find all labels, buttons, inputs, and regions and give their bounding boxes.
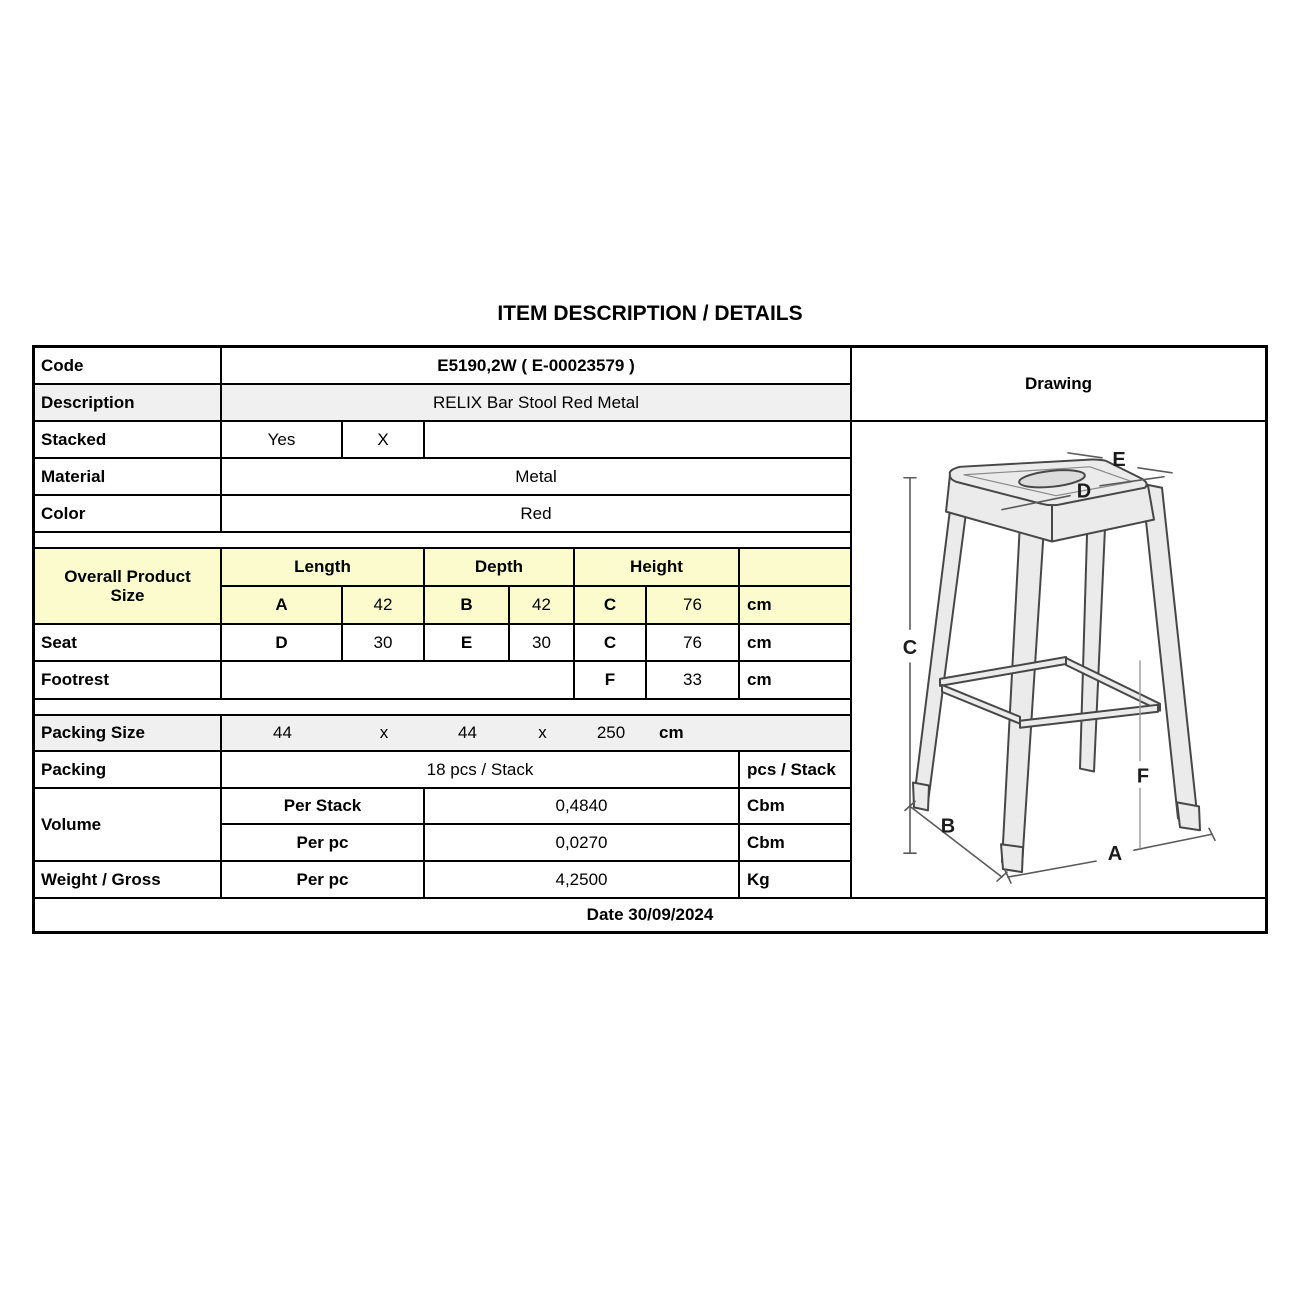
seat-label: Seat	[35, 625, 222, 662]
dim-label-a: A	[1107, 843, 1123, 866]
color-label: Color	[35, 496, 222, 533]
stool-leg-right	[1142, 484, 1198, 823]
stacked-value: Yes	[222, 422, 343, 459]
material-value: Metal	[222, 459, 852, 496]
footrest-unit: cm	[740, 662, 852, 700]
footrest-label: Footrest	[35, 662, 222, 700]
description-label: Description	[35, 385, 222, 422]
volume-label: Volume	[35, 789, 222, 862]
overall-size-label-line2: Size	[110, 586, 145, 605]
packing-size-length: 44	[273, 723, 292, 742]
stool-leg-back-left	[914, 494, 968, 803]
overall-size-label	[35, 549, 222, 625]
packing-size-height: 250	[596, 723, 626, 742]
volume-row2-unit: Cbm	[740, 825, 852, 862]
header-unit-empty	[740, 549, 852, 587]
overall-dim-a-key: A	[222, 587, 343, 625]
date-row: Date 30/09/2024	[586, 905, 714, 924]
seat-dim-e-key: E	[425, 625, 510, 662]
seat-dim-c-value: 76	[647, 625, 740, 662]
packing-unit: pcs / Stack	[740, 752, 852, 789]
footrest-dim-f-key: F	[575, 662, 647, 700]
seat-dim-c-key: C	[575, 625, 647, 662]
spec-table	[32, 345, 1268, 934]
stool-leg-back-right	[1080, 502, 1106, 772]
page-title: ITEM DESCRIPTION / DETAILS	[497, 302, 803, 325]
stacked-mark: X	[343, 422, 425, 459]
dim-label-c: C	[902, 637, 918, 660]
packing-size-sep: x	[379, 723, 389, 742]
dim-label-f: F	[1136, 765, 1150, 788]
material-label: Material	[35, 459, 222, 496]
dim-label-b: B	[940, 815, 956, 838]
packing-size-sep: x	[538, 723, 547, 742]
header-depth: Depth	[425, 549, 575, 587]
weight-value: 4,2500	[425, 862, 740, 899]
header-height: Height	[575, 549, 740, 587]
weight-gross-label: Weight / Gross	[35, 862, 222, 899]
stacked-empty	[425, 422, 852, 459]
spacer-row	[35, 700, 852, 716]
volume-row1-basis: Per Stack	[222, 789, 425, 825]
volume-row2-value: 0,0270	[425, 825, 740, 862]
packing-size-depth: 44	[458, 723, 477, 742]
weight-basis: Per pc	[222, 862, 425, 899]
stool-drawing	[852, 422, 1265, 897]
seat-unit: cm	[740, 625, 852, 662]
seat-dim-d-value: 30	[343, 625, 425, 662]
overall-dim-c-value: 76	[647, 587, 740, 625]
stool-leg-front	[1002, 523, 1044, 867]
code-label: Code	[35, 348, 222, 385]
packing-label: Packing	[35, 752, 222, 789]
code-value: E5190,2W ( E-00023579 )	[222, 348, 852, 385]
dim-label-d: D	[1076, 480, 1092, 503]
volume-row1-unit: Cbm	[740, 789, 852, 825]
overall-dim-b-key: B	[425, 587, 510, 625]
seat-dim-d-key: D	[222, 625, 343, 662]
overall-dim-b-value: 42	[510, 587, 575, 625]
footrest-dim-f-value: 33	[647, 662, 740, 700]
footrest-empty	[222, 662, 575, 700]
dim-label-e: E	[1112, 448, 1126, 471]
seat-dim-e-value: 30	[510, 625, 575, 662]
description-value: RELIX Bar Stool Red Metal	[222, 385, 852, 422]
packing-value: 18 pcs / Stack	[222, 752, 740, 789]
spacer-row	[35, 533, 852, 549]
drawing-header: Drawing	[852, 348, 1265, 422]
color-value: Red	[222, 496, 852, 533]
overall-unit: cm	[740, 587, 852, 625]
weight-unit: Kg	[740, 862, 852, 899]
stool-rung-left	[942, 685, 1020, 724]
stool-rung-back	[940, 657, 1066, 686]
overall-dim-a-value: 42	[343, 587, 425, 625]
stacked-label: Stacked	[35, 422, 222, 459]
packing-size-label: Packing Size	[35, 716, 222, 752]
volume-row1-value: 0,4840	[425, 789, 740, 825]
volume-row2-basis: Per pc	[222, 825, 425, 862]
drawing-panel	[852, 422, 1265, 899]
overall-dim-c-key: C	[575, 587, 647, 625]
packing-size-unit: cm	[659, 723, 684, 742]
header-length: Length	[222, 549, 425, 587]
stool-rung-right	[1066, 658, 1160, 711]
packing-size-value	[222, 716, 852, 752]
overall-size-label-line1: Overall Product	[64, 567, 191, 586]
